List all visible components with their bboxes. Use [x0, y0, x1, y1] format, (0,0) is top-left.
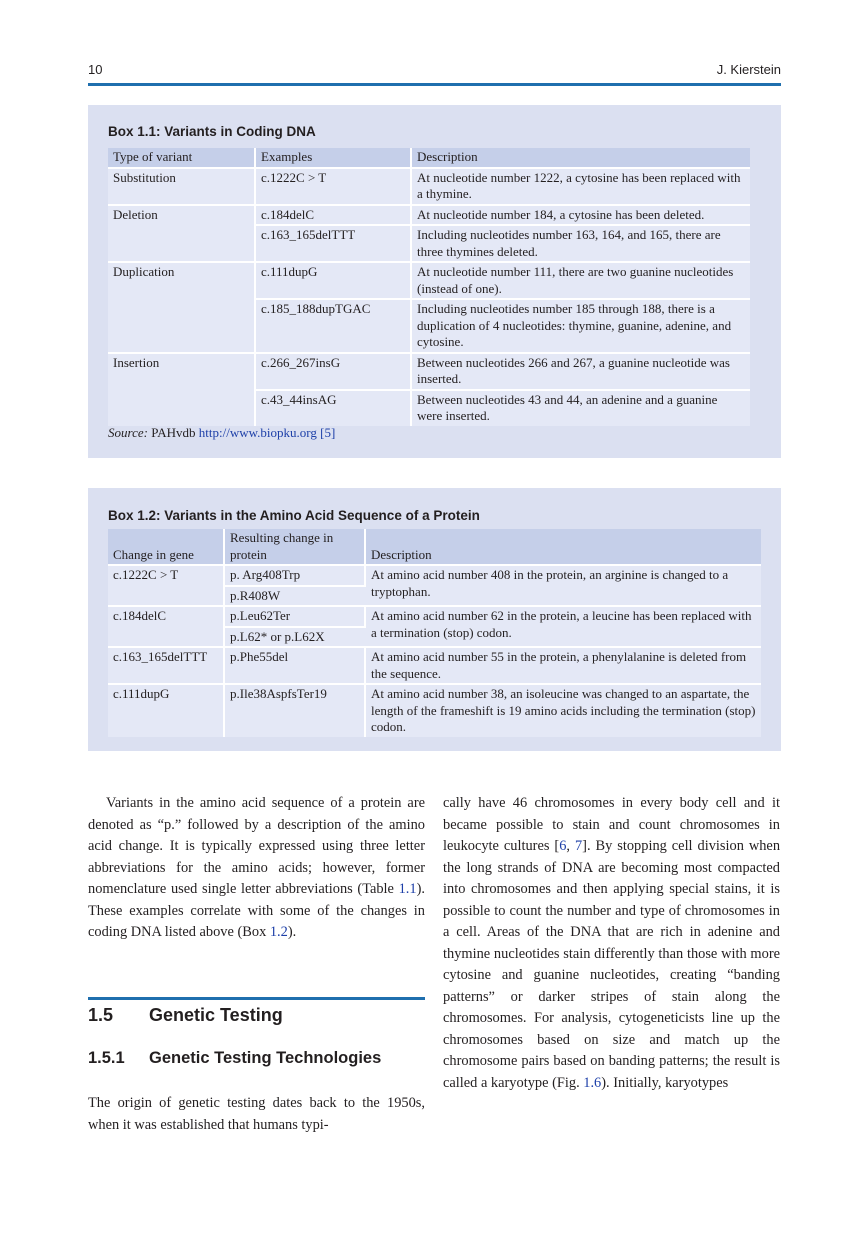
text: ). — [287, 924, 297, 940]
protein-change: p.Ile38AspfsTer19 — [224, 684, 365, 737]
box-title: Box 1.1: Variants in Coding DNA — [108, 124, 316, 139]
variant-example: c.1222C > T — [255, 168, 411, 205]
variant-type: Insertion — [108, 353, 255, 426]
box-amino-acid-variants — [88, 488, 781, 751]
body-column-right — [443, 793, 780, 1094]
protein-change: p.R408W — [224, 586, 365, 607]
running-head — [88, 60, 781, 82]
box-ref-link[interactable]: 1.2 — [269, 924, 288, 940]
gene-change: c.163_165delTTT — [108, 647, 224, 684]
table-header-row — [108, 148, 750, 168]
table-ref-link[interactable]: 1.1 — [398, 881, 417, 897]
variant-description: Including nucleotides number 163, 164, and 165, there are three thymines deleted. — [411, 225, 750, 262]
section-heading — [88, 1005, 283, 1026]
variant-description: Between nucleotides 43 and 44, an adenine and a guanine were inserted. — [411, 390, 750, 426]
variant-type: Deletion — [108, 205, 255, 263]
section-title: Genetic Testing — [149, 1005, 283, 1025]
protein-change: p. Arg408Trp — [224, 565, 365, 586]
gene-change: c.184delC — [108, 606, 224, 647]
protein-change: p.Phe55del — [224, 647, 365, 684]
box-title: Box 1.2: Variants in the Amino Acid Sequence of a Protein — [108, 508, 480, 523]
table-source — [108, 425, 335, 441]
variant-example: c.185_188dupTGAC — [255, 299, 411, 353]
variant-description: At nucleotide number 184, a cytosine has been deleted. — [411, 205, 750, 226]
paragraph — [443, 793, 780, 1094]
text: cally have 46 chromosomes in every body cell and it became possible to stain and count chromosomes in leukocyte cultures [ — [443, 795, 780, 854]
variant-example: c.163_165delTTT — [255, 225, 411, 262]
coding-dna-variants-table — [108, 148, 750, 426]
body-column-left-continued — [88, 1093, 425, 1136]
table-row — [108, 262, 750, 299]
column-header: Resulting change in protein — [224, 529, 365, 565]
variant-description: Between nucleotides 266 and 267, a guanine nucleotide was inserted. — [411, 353, 750, 390]
variant-description: Including nucleotides number 185 through 188, there is a duplication of 4 nucleotides: thymine, guanine, adenine, and cytosine. — [411, 299, 750, 353]
protein-change: p.Leu62Ter — [224, 606, 365, 627]
change-description: At amino acid number 408 in the protein, an arginine is changed to a tryptophan. — [365, 565, 761, 606]
variant-type: Substitution — [108, 168, 255, 205]
table-row — [108, 606, 761, 627]
column-header: Description — [411, 148, 750, 168]
text: ). Initially, karyotypes — [601, 1074, 729, 1091]
variant-example: c.266_267insG — [255, 353, 411, 390]
variant-type: Duplication — [108, 262, 255, 353]
gene-change: c.111dupG — [108, 684, 224, 737]
box-variants-coding-dna — [88, 105, 781, 458]
variant-example: c.184delC — [255, 205, 411, 226]
section-number: 1.5 — [88, 1005, 114, 1025]
column-header: Description — [365, 529, 761, 565]
subsection-number: 1.5.1 — [88, 1049, 125, 1067]
table-header-row — [108, 529, 761, 565]
figure-ref-link[interactable]: 1.6 — [583, 1074, 602, 1091]
table-row — [108, 565, 761, 586]
citation-link[interactable]: [5] — [320, 425, 336, 440]
change-description: At amino acid number 55 in the protein, a phenylalanine is deleted from the sequence. — [365, 647, 761, 684]
text: ). These examples correlate with some of the changes in coding DNA listed above (Box — [88, 881, 425, 940]
subsection-heading — [88, 1049, 381, 1068]
header-rule — [88, 83, 781, 86]
variant-description: At nucleotide number 111, there are two guanine nucleotides (instead of one). — [411, 262, 750, 299]
text: Variants in the amino acid sequence of a protein are denoted as “p.” followed by a description of the amino acid change. It is typically expressed using three letter abbreviations for the amino acids; however, former nomenclature used single letter abbreviations (Table — [88, 795, 425, 897]
text: ]. By stopping cell division when the long strands of DNA are becoming most compacted into chromosomes and then applying special stains, it is possible to count the number and type of chromosomes in a cell. Areas of the DNA that are rich in adenine and thymine nucleotides stain differently than those with more cytosine and guanine nucleotides, creating “banding patterns” or darker stripes of stain along the chromosomes. For analysis, cytogeneticists line up the chromosomes based on size and match up the chromosome pairs based on banding patterns; the result is called a karyotype (Fig. — [443, 838, 781, 1091]
paragraph: The origin of genetic testing dates back to the 1950s, when it was established that humans typi- — [88, 1095, 425, 1133]
running-author: J. Kierstein — [716, 62, 781, 77]
text: , — [566, 838, 575, 854]
change-description: At amino acid number 38, an isoleucine was changed to an aspartate, the length of the frameshift is 19 amino acids including the termination (stop) codon. — [365, 684, 761, 737]
section-rule — [88, 997, 425, 1000]
table-row — [108, 168, 750, 205]
protein-change: p.L62* or p.L62X — [224, 627, 365, 648]
source-text: PAHvdb — [147, 425, 199, 440]
variant-example: c.111dupG — [255, 262, 411, 299]
subsection-title: Genetic Testing Technologies — [149, 1049, 382, 1067]
citation-link[interactable]: 7 — [574, 838, 583, 854]
change-description: At amino acid number 62 in the protein, a leucine has been replaced with a termination (stop) codon. — [365, 606, 761, 647]
protein-variants-table — [108, 529, 761, 737]
gene-change: c.1222C > T — [108, 565, 224, 606]
table-row — [108, 205, 750, 226]
table-row — [108, 353, 750, 390]
column-header: Type of variant — [108, 148, 255, 168]
table-row — [108, 647, 761, 684]
body-column-left — [88, 793, 425, 944]
table-row — [108, 684, 761, 737]
source-link[interactable]: http://www.biopku.org — [198, 425, 317, 440]
column-header: Change in gene — [108, 529, 224, 565]
variant-example: c.43_44insAG — [255, 390, 411, 426]
variant-description: At nucleotide number 1222, a cytosine has been replaced with a thymine. — [411, 168, 750, 205]
paragraph — [88, 793, 425, 944]
source-label: Source: — [108, 425, 148, 440]
column-header: Examples — [255, 148, 411, 168]
page-number: 10 — [88, 62, 103, 77]
citation-link[interactable]: 6 — [559, 838, 567, 854]
